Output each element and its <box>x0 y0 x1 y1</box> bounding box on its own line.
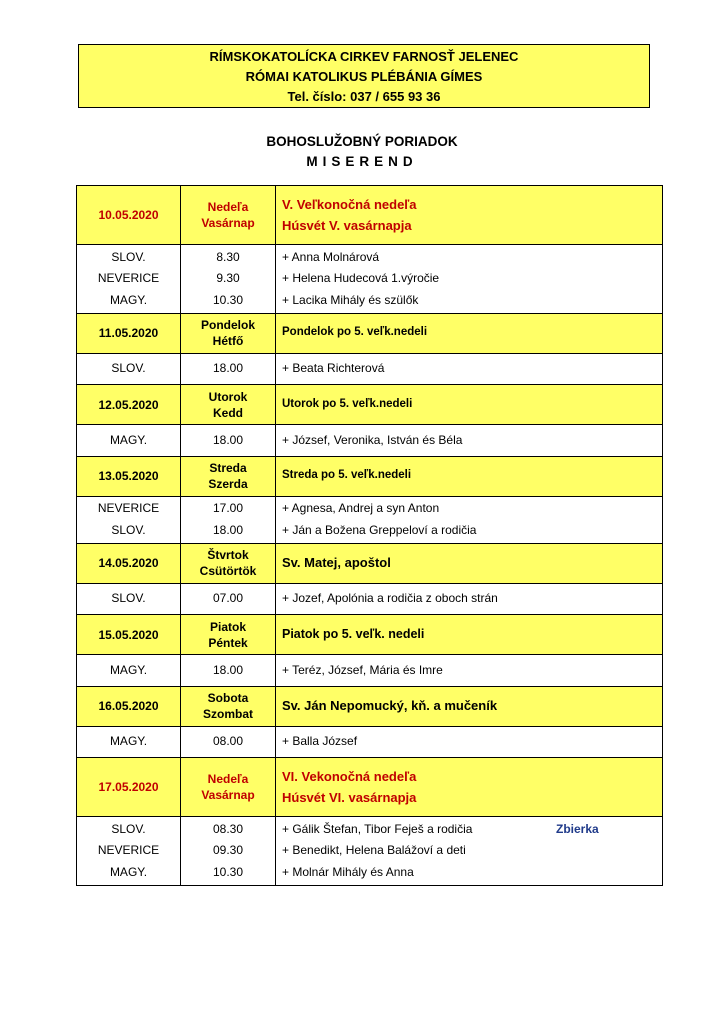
mass-row <box>77 655 663 687</box>
page-title <box>0 132 724 172</box>
day-name-cell <box>181 186 276 245</box>
feast-cell <box>276 385 663 425</box>
mass-time-cell <box>181 726 276 758</box>
mass-intention <box>282 268 656 290</box>
mass-time: 09.30 <box>212 843 244 857</box>
feast-name: Piatok po 5. veľk. nedeli <box>282 626 425 641</box>
mass-intention-cell <box>276 425 663 457</box>
mass-intention-cell <box>276 496 663 543</box>
mass-intention <box>282 840 656 862</box>
mass-time-cell <box>181 817 276 886</box>
mass-intention <box>282 247 656 269</box>
day-header-row <box>77 686 663 726</box>
feast-cell <box>276 456 663 496</box>
mass-time: 08.00 <box>212 734 244 748</box>
feast-name-hu: Húsvét VI. vasárnapja <box>282 790 417 805</box>
mass-time: 10.30 <box>212 292 244 307</box>
day-name-sk: Piatok <box>209 619 246 634</box>
day-name-cell <box>181 615 276 655</box>
mass-row <box>77 353 663 385</box>
day-date: 11.05.2020 <box>77 313 181 353</box>
feast-name: Streda po 5. veľk.nedeli <box>282 469 412 482</box>
day-name-sk: Streda <box>209 461 247 475</box>
mass-intention-text: + Agnesa, Andrej a syn Anton <box>282 501 440 515</box>
mass-row <box>77 726 663 758</box>
mass-intention-text: + Beata Richterová <box>282 361 385 375</box>
mass-language: MAGY. <box>109 432 148 447</box>
mass-row <box>77 583 663 615</box>
mass-language-cell <box>77 583 181 615</box>
mass-intention-text: + Balla József <box>282 734 358 748</box>
day-name-hu: Vasárnap <box>201 216 255 230</box>
day-date: 14.05.2020 <box>77 543 181 583</box>
feast-cell <box>276 186 663 245</box>
mass-intention-text: + Ján a Božena Greppeloví a rodičia <box>282 522 477 537</box>
day-name-hu: Szerda <box>208 477 248 491</box>
day-date: 16.05.2020 <box>77 686 181 726</box>
mass-time: 10.30 <box>212 864 244 879</box>
day-date: 15.05.2020 <box>77 615 181 655</box>
feast-name: Sv. Matej, apoštol <box>282 555 391 571</box>
mass-language-cell <box>77 655 181 687</box>
mass-intention <box>282 430 656 452</box>
day-name-sk: Štvrtok <box>207 548 249 562</box>
mass-intention-cell <box>276 655 663 687</box>
day-header-row <box>77 543 663 583</box>
mass-time: 17.00 <box>212 501 244 515</box>
day-name-hu: Vasárnap <box>201 788 255 802</box>
mass-language-cell <box>77 817 181 886</box>
mass-language: SLOV. <box>111 361 146 375</box>
parish-name-hu: RÓMAI KATOLIKUS PLÉBÁNIA GÍMES <box>245 69 483 84</box>
mass-time-cell <box>181 353 276 385</box>
mass-intention-text: + Gálik Štefan, Tibor Feješ a rodičia <box>282 821 473 836</box>
mass-time: 18.00 <box>212 662 244 677</box>
mass-language: MAGY. <box>109 292 148 307</box>
mass-time: 07.00 <box>212 591 244 605</box>
day-name-cell <box>181 686 276 726</box>
day-name-hu: Péntek <box>208 635 248 650</box>
day-name-hu: Hétfő <box>212 334 244 348</box>
mass-intention-text: + Jozef, Apolónia a rodičia z oboch strán <box>282 591 498 605</box>
title-hu: MISEREND <box>306 154 418 169</box>
mass-intention-cell <box>276 245 663 314</box>
day-date: 17.05.2020 <box>77 758 181 817</box>
mass-language: SLOV. <box>111 821 146 836</box>
mass-time: 8.30 <box>216 249 240 264</box>
title-sk: BOHOSLUŽOBNÝ PORIADOK <box>266 134 458 149</box>
day-name-hu: Szombat <box>202 707 253 721</box>
mass-intention-cell <box>276 726 663 758</box>
feast-cell <box>276 615 663 655</box>
mass-intention-text: + Lacika Mihály és szülők <box>282 292 419 307</box>
day-name-cell <box>181 456 276 496</box>
day-header-row <box>77 615 663 655</box>
day-header-row <box>77 313 663 353</box>
day-name-sk: Nedeľa <box>207 200 249 214</box>
mass-time-cell <box>181 655 276 687</box>
parish-name-sk: RÍMSKOKATOLÍCKA CIRKEV FARNOSŤ JELENEC <box>209 49 519 64</box>
mass-row <box>77 245 663 314</box>
mass-row <box>77 496 663 543</box>
mass-time: 18.00 <box>212 432 244 447</box>
mass-row <box>77 817 663 886</box>
schedule-table <box>76 185 663 886</box>
mass-language: NEVERICE <box>97 843 160 857</box>
mass-intention <box>282 358 656 380</box>
day-name-sk: Pondelok <box>200 318 255 332</box>
day-header-row <box>77 186 663 245</box>
mass-intention-text: + József, Veronika, István és Béla <box>282 432 463 447</box>
mass-time: 18.00 <box>212 522 244 537</box>
feast-cell <box>276 758 663 817</box>
mass-intention <box>282 290 656 312</box>
mass-language: SLOV. <box>111 249 146 264</box>
mass-language: MAGY. <box>109 662 148 677</box>
day-name-cell <box>181 543 276 583</box>
mass-intention-cell <box>276 583 663 615</box>
day-name-cell <box>181 758 276 817</box>
feast-name-hu: Húsvét V. vasárnapja <box>282 218 412 233</box>
mass-intention-text: + Benedikt, Helena Balážoví a deti <box>282 843 466 857</box>
day-date: 13.05.2020 <box>77 456 181 496</box>
mass-intention-cell <box>276 817 663 886</box>
feast-name: Pondelok po 5. veľk.nedeli <box>282 326 428 339</box>
day-date: 10.05.2020 <box>77 186 181 245</box>
feast-cell <box>276 313 663 353</box>
mass-language-cell <box>77 353 181 385</box>
feast-name: Sv. Ján Nepomucký, kň. a mučeník <box>282 698 498 714</box>
mass-time-cell <box>181 496 276 543</box>
day-name-cell <box>181 385 276 425</box>
mass-intention-text: + Molnár Mihály és Anna <box>282 864 414 879</box>
mass-language-cell <box>77 245 181 314</box>
parish-phone: Tel. číslo: 037 / 655 93 36 <box>287 89 441 104</box>
mass-language: SLOV. <box>111 522 146 537</box>
mass-intention-text: + Anna Molnárová <box>282 249 380 264</box>
day-name-sk: Sobota <box>207 691 249 705</box>
day-name-hu: Kedd <box>213 405 243 420</box>
feast-cell <box>276 543 663 583</box>
mass-language-cell <box>77 425 181 457</box>
day-name-cell <box>181 313 276 353</box>
feast-name: V. Veľkonočná nedeľa <box>282 196 417 212</box>
day-name-sk: Nedeľa <box>207 772 249 786</box>
mass-intention <box>282 819 656 841</box>
day-name-sk: Utorok <box>208 389 248 404</box>
mass-time: 18.00 <box>212 361 244 375</box>
mass-language: NEVERICE <box>97 271 160 285</box>
feast-cell <box>276 686 663 726</box>
mass-time-cell <box>181 245 276 314</box>
mass-language-cell <box>77 726 181 758</box>
mass-time: 9.30 <box>216 271 240 285</box>
mass-language-cell <box>77 496 181 543</box>
mass-language: MAGY. <box>109 734 148 748</box>
day-header-row <box>77 385 663 425</box>
mass-intention <box>282 660 656 682</box>
mass-intention <box>282 862 656 884</box>
mass-intention <box>282 498 656 520</box>
mass-intention <box>282 731 656 753</box>
mass-language: NEVERICE <box>97 501 160 515</box>
mass-language: MAGY. <box>109 864 148 879</box>
mass-time-cell <box>181 425 276 457</box>
mass-time-cell <box>181 583 276 615</box>
mass-intention <box>282 588 656 610</box>
mass-time: 08.30 <box>212 821 244 836</box>
day-date: 12.05.2020 <box>77 385 181 425</box>
day-name-hu: Csütörtök <box>199 564 257 578</box>
mass-intention-cell <box>276 353 663 385</box>
mass-row <box>77 425 663 457</box>
day-header-row <box>77 456 663 496</box>
parish-header <box>78 44 650 108</box>
mass-language: SLOV. <box>111 591 146 605</box>
feast-name: VI. Vekonočná nedeľa <box>282 768 417 784</box>
mass-intention-text: + Helena Hudecová 1.výročie <box>282 271 440 285</box>
mass-intention-text: + Teréz, József, Mária és Imre <box>282 662 443 677</box>
feast-name: Utorok po 5. veľk.nedeli <box>282 397 413 410</box>
day-header-row <box>77 758 663 817</box>
mass-intention <box>282 520 656 542</box>
collection-note: Zbierka <box>556 821 599 836</box>
